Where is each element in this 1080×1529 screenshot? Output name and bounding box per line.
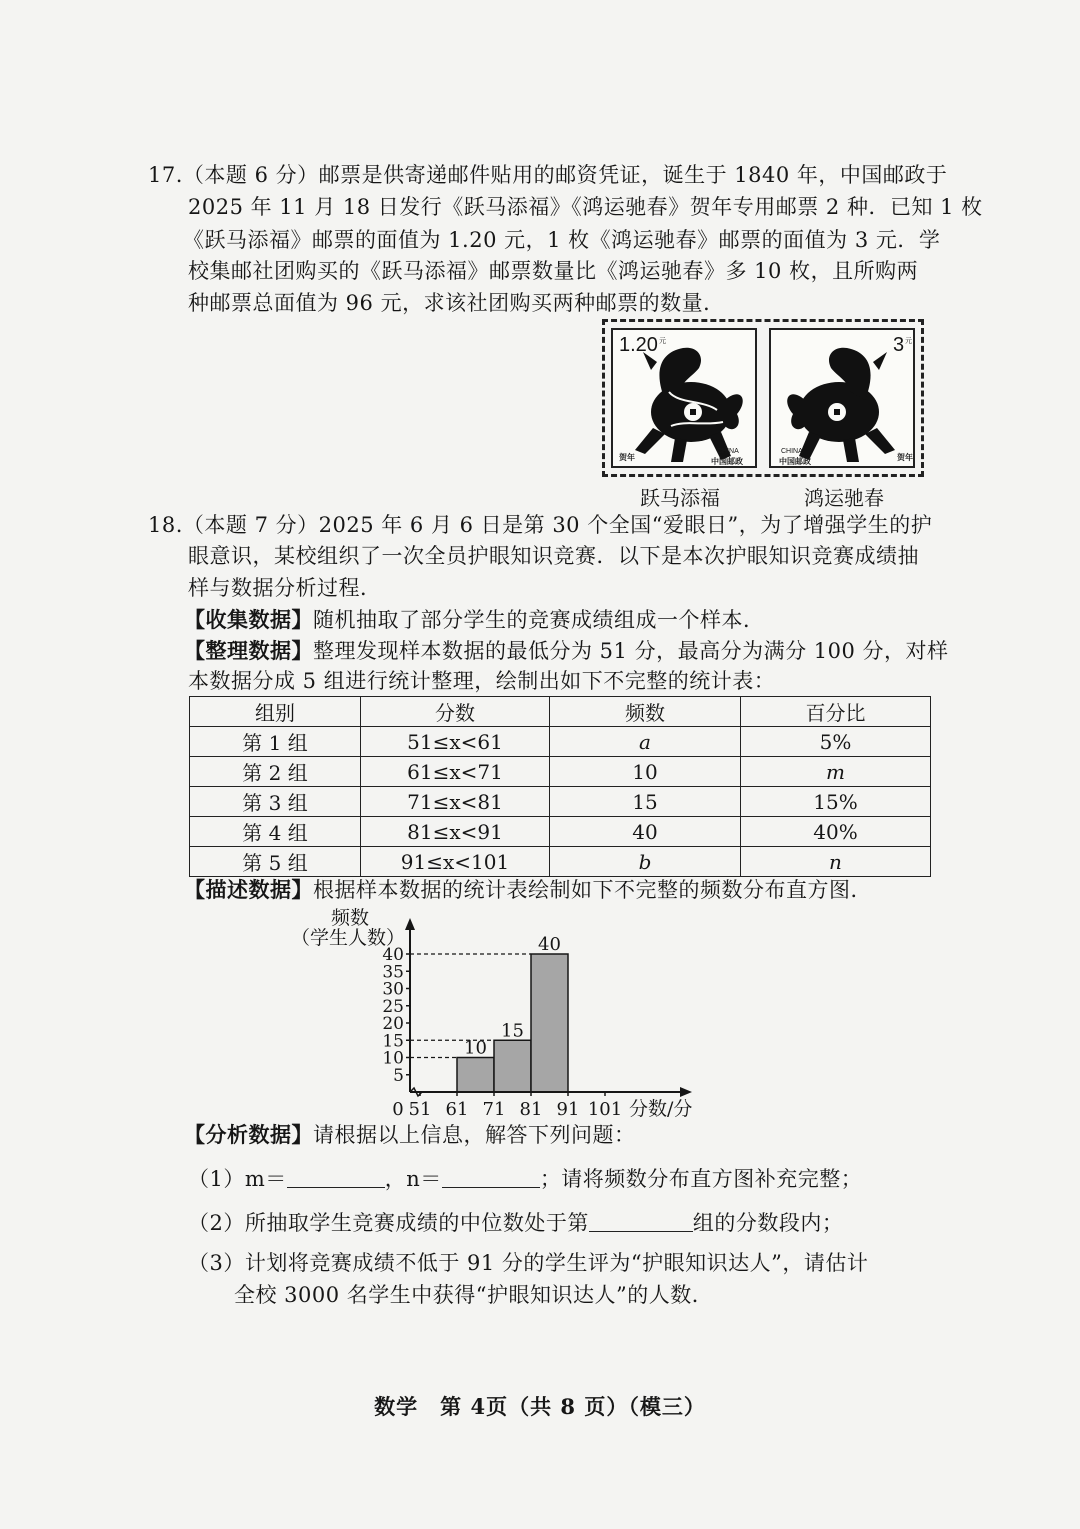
y-tick-label: 35	[382, 962, 404, 983]
table-cell: 91≤x<101	[361, 847, 550, 877]
q18-intro-2: 眼意识，某校组织了一次全员护眼知识竞赛．以下是本次护眼知识竞赛成绩抽	[188, 544, 919, 568]
q17-line-2: 2025 年 11 月 18 日发行《跃马添福》《鸿运驰春》贺年专用邮票 2 种．已知 1 枚	[188, 195, 983, 219]
x-axis-label: 分数/分	[629, 1098, 693, 1120]
table-cell: 10	[550, 757, 741, 787]
table-cell: 40%	[741, 817, 931, 847]
stamp-unit: 元	[905, 338, 912, 345]
q1-suffix: ；请将频数分布直方图补充完整；	[539, 1167, 863, 1191]
question-3: （3）计划将竞赛成绩不低于 91 分的学生评为“护眼知识达人”，请估计	[188, 1251, 869, 1275]
origin-label: 0	[392, 1099, 404, 1120]
table-cell: m	[741, 757, 931, 787]
table-cell: 61≤x<71	[361, 757, 550, 787]
y-tick-label: 25	[382, 996, 404, 1017]
x-tick-label: 91	[556, 1099, 580, 1120]
histogram-bar	[494, 1040, 531, 1092]
q18-intro-3: 样与数据分析过程．	[188, 576, 382, 600]
q1-mid: ，n＝	[384, 1167, 442, 1191]
collect-text: 随机抽取了部分学生的竞赛成绩组成一个样本．	[313, 608, 765, 632]
stamp-side: 贺年	[897, 452, 913, 462]
y-axis-label-2: （学生人数）	[290, 927, 406, 949]
table-cell: 第 1 组	[190, 727, 361, 757]
q2-prefix: （2）所抽取学生竞赛成绩的中位数处于第	[188, 1211, 589, 1235]
table-header: 百分比	[741, 697, 931, 727]
x-tick-label: 81	[519, 1099, 543, 1120]
y-axis-arrow-icon	[405, 918, 415, 930]
analyze-tag: 【分析数据】	[184, 1122, 313, 1147]
table-row	[190, 757, 931, 787]
table-cell: 71≤x<81	[361, 787, 550, 817]
organize-section	[184, 636, 949, 666]
y-tick-label: 5	[393, 1065, 404, 1086]
histogram-bar	[531, 954, 568, 1092]
question-3-cont: 全校 3000 名学生中获得“护眼知识达人”的人数．	[234, 1283, 714, 1307]
answer-blank-m[interactable]	[287, 1167, 385, 1188]
q2-suffix: 组的分数段内；	[692, 1211, 844, 1235]
q18-intro-1: 18.（本题 7 分）2025 年 6 月 6 日是第 30 个全国“爱眼日”，为了增强学生的护	[148, 513, 933, 537]
stamp-value: 3	[893, 334, 905, 356]
organize-tag: 【整理数据】	[184, 638, 313, 663]
x-tick-label: 101	[587, 1099, 623, 1120]
y-tick-label: 10	[382, 1048, 404, 1069]
y-tick-label: 40	[382, 945, 404, 965]
frequency-histogram	[290, 902, 720, 1126]
analyze-text: 请根据以上信息，解答下列问题：	[313, 1123, 636, 1147]
stamp-caption-2: 鸿运驰春	[804, 486, 884, 510]
question-1	[188, 1164, 862, 1194]
y-tick-label: 15	[382, 1031, 404, 1052]
y-tick-label: 20	[382, 1014, 404, 1034]
x-axis-arrow-icon	[680, 1087, 692, 1097]
table-cell: b	[550, 847, 741, 877]
x-tick-label: 51	[408, 1099, 432, 1120]
table-header-row	[190, 697, 931, 727]
bar-data-label: 40	[538, 934, 561, 955]
stamp-sheet	[602, 319, 924, 477]
answer-blank-n[interactable]	[442, 1167, 540, 1188]
table-row	[190, 847, 931, 877]
collect-tag: 【收集数据】	[184, 607, 313, 632]
answer-blank-group[interactable]	[589, 1211, 693, 1232]
question-2	[188, 1208, 843, 1238]
stamp-value: 1.20	[619, 334, 658, 356]
q17-line-4: 校集邮社团购买的《跃马添福》邮票数量比《鸿运驰春》多 10 枚，且所购两	[188, 259, 919, 283]
y-tick-label: 30	[382, 979, 404, 1000]
bar-data-label: 15	[501, 1020, 524, 1042]
describe-section	[184, 875, 872, 905]
describe-tag: 【描述数据】	[184, 877, 313, 902]
table-cell: 15	[550, 787, 741, 817]
analyze-section	[184, 1120, 636, 1150]
stamp-side: 贺年	[619, 452, 635, 462]
table-cell: 15%	[741, 787, 931, 817]
table-cell: 51≤x<61	[361, 727, 550, 757]
collect-section	[184, 605, 765, 635]
table-header: 组别	[190, 697, 361, 727]
x-tick-label: 71	[482, 1099, 506, 1120]
q17-line-5: 种邮票总面值为 96 元，求该社团购买两种邮票的数量．	[188, 291, 725, 315]
table-cell: n	[741, 847, 931, 877]
stamp-china: CHINA	[781, 448, 803, 455]
stamp-post: 中国邮政	[711, 456, 743, 466]
table-cell: 第 3 组	[190, 787, 361, 817]
stamp-unit: 元	[659, 338, 666, 345]
table-header: 分数	[361, 697, 550, 727]
table-header: 频数	[550, 697, 741, 727]
table-row	[190, 817, 931, 847]
page-footer: 数学 第 4页（共 8 页）（模三）	[374, 1394, 706, 1419]
stamp-caption-1: 跃马添福	[640, 486, 720, 510]
organize-text-2: 本数据分成 5 组进行统计整理，绘制出如下不完整的统计表：	[188, 669, 776, 693]
table-cell: 第 2 组	[190, 757, 361, 787]
table-cell: a	[550, 727, 741, 757]
q17-line-3: 《跃马添福》邮票的面值为 1.20 元，1 枚《鸿运驰春》邮票的面值为 3 元．学	[183, 228, 941, 252]
x-tick-label: 61	[445, 1099, 469, 1120]
stamp-hongyun	[769, 328, 915, 468]
stats-table	[189, 696, 931, 877]
table-row	[190, 727, 931, 757]
q1-prefix: （1）m＝	[188, 1167, 287, 1191]
organize-text: 整理发现样本数据的最低分为 51 分，最高分为满分 100 分，对样	[313, 639, 949, 663]
describe-text: 根据样本数据的统计表绘制如下不完整的频数分布直方图．	[313, 878, 872, 902]
q17-line-1: 17.（本题 6 分）邮票是供寄递邮件贴用的邮资凭证，诞生于 1840 年，中国邮政于	[148, 163, 948, 187]
table-cell: 第 4 组	[190, 817, 361, 847]
table-cell: 第 5 组	[190, 847, 361, 877]
stamp-yuema	[611, 328, 757, 468]
table-cell: 40	[550, 817, 741, 847]
table-cell: 5%	[741, 727, 931, 757]
table-row	[190, 787, 931, 817]
histogram-bar	[457, 1058, 494, 1093]
stamp-post: 中国邮政	[779, 456, 811, 466]
stamp-china: CHINA	[717, 448, 739, 455]
y-axis-label-1: 频数	[330, 907, 370, 929]
bar-data-label: 10	[464, 1037, 487, 1059]
table-cell: 81≤x<91	[361, 817, 550, 847]
